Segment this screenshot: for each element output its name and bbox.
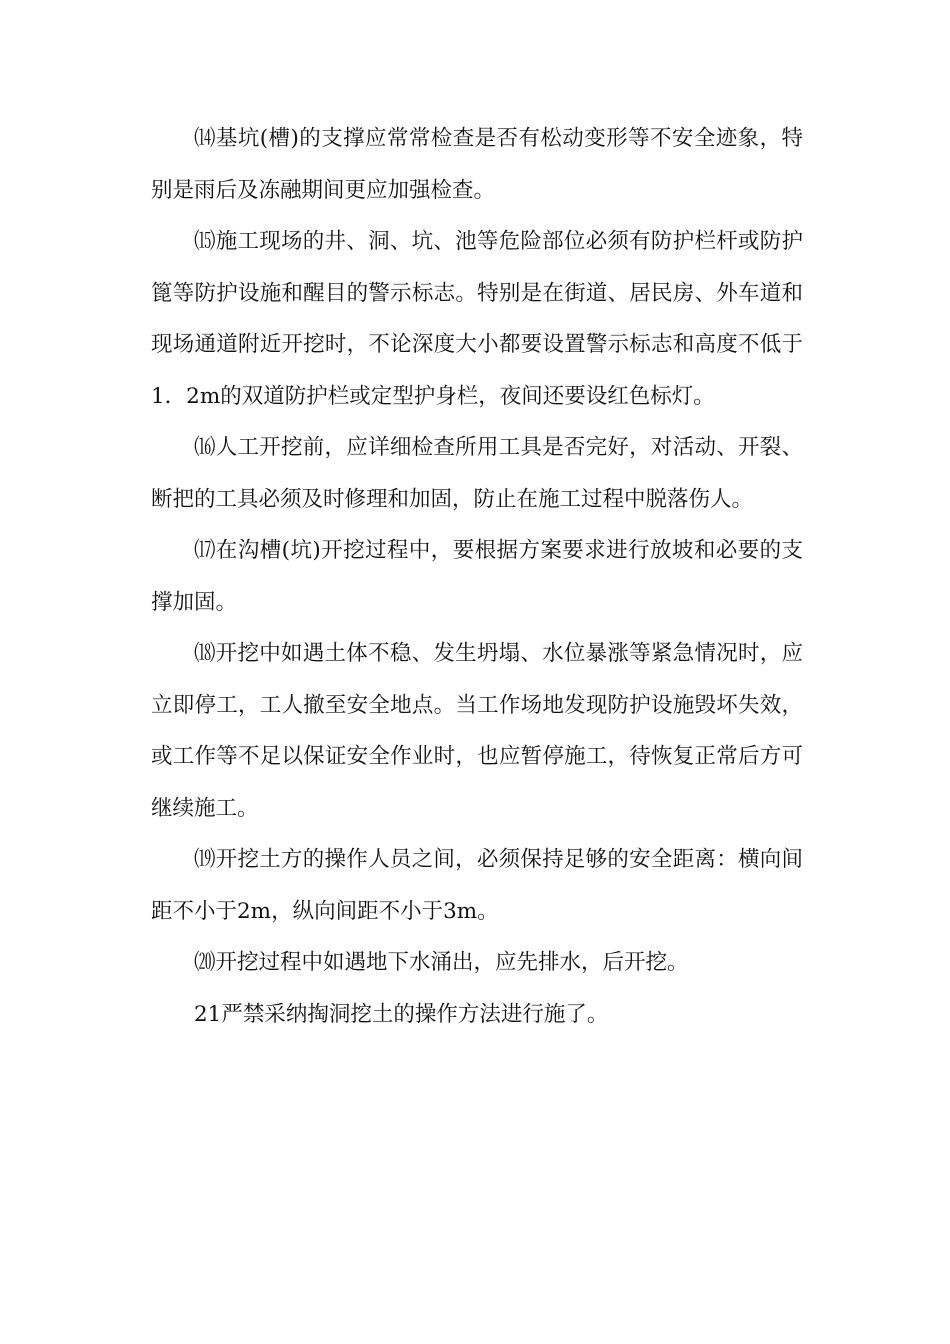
paragraph-16: ⒃人工开挖前，应详细检查所用工具是否完好，对活动、开裂、断把的工具必须及时修理和加固，防止在施工过程中脱落伤人。 xyxy=(151,435,803,512)
paragraph-17: ⒄在沟槽(坑)开挖过程中，要根据方案要求进行放坡和必要的支撑加固。 xyxy=(151,538,803,615)
paragraph-20: ⒇开挖过程中如遇地下水涌出，应先排水，后开挖。 xyxy=(194,950,689,975)
paragraph-21: 21严禁采纳掏洞挖土的操作方法进行施了。 xyxy=(194,1001,609,1027)
paragraph-15: ⒂施工现场的井、洞、坑、池等危险部位必须有防护栏杆或防护篦等防护设施和醒目的警示标志。特别是在街道、居民房、外车道和现场通道附近开挖时，不论深度大小都要设置警示标志和高度不低于1．2m的双道防护栏或定型护身栏，夜间还要设红色标灯。 xyxy=(151,229,803,409)
document-body xyxy=(151,113,803,1040)
paragraph-19: ⒆开挖土方的操作人员之间，必须保持足够的安全距离：横向间距不小于2m，纵向间距不小于3m。 xyxy=(151,847,803,924)
paragraph-18: ⒅开挖中如遇土体不稳、发生坍塌、水位暴涨等紧急情况时，应立即停工，工人撤至安全地点。当工作场地发现防护设施毁坏失效，或工作等不足以保证安全作业时，也应暂停施工，待恢复正常后方可继续施工。 xyxy=(151,641,803,821)
paragraph-14: ⒁基坑(槽)的支撑应常常检查是否有松动变形等不安全迹象，特别是雨后及冻融期间更应加强检查。 xyxy=(151,126,803,203)
